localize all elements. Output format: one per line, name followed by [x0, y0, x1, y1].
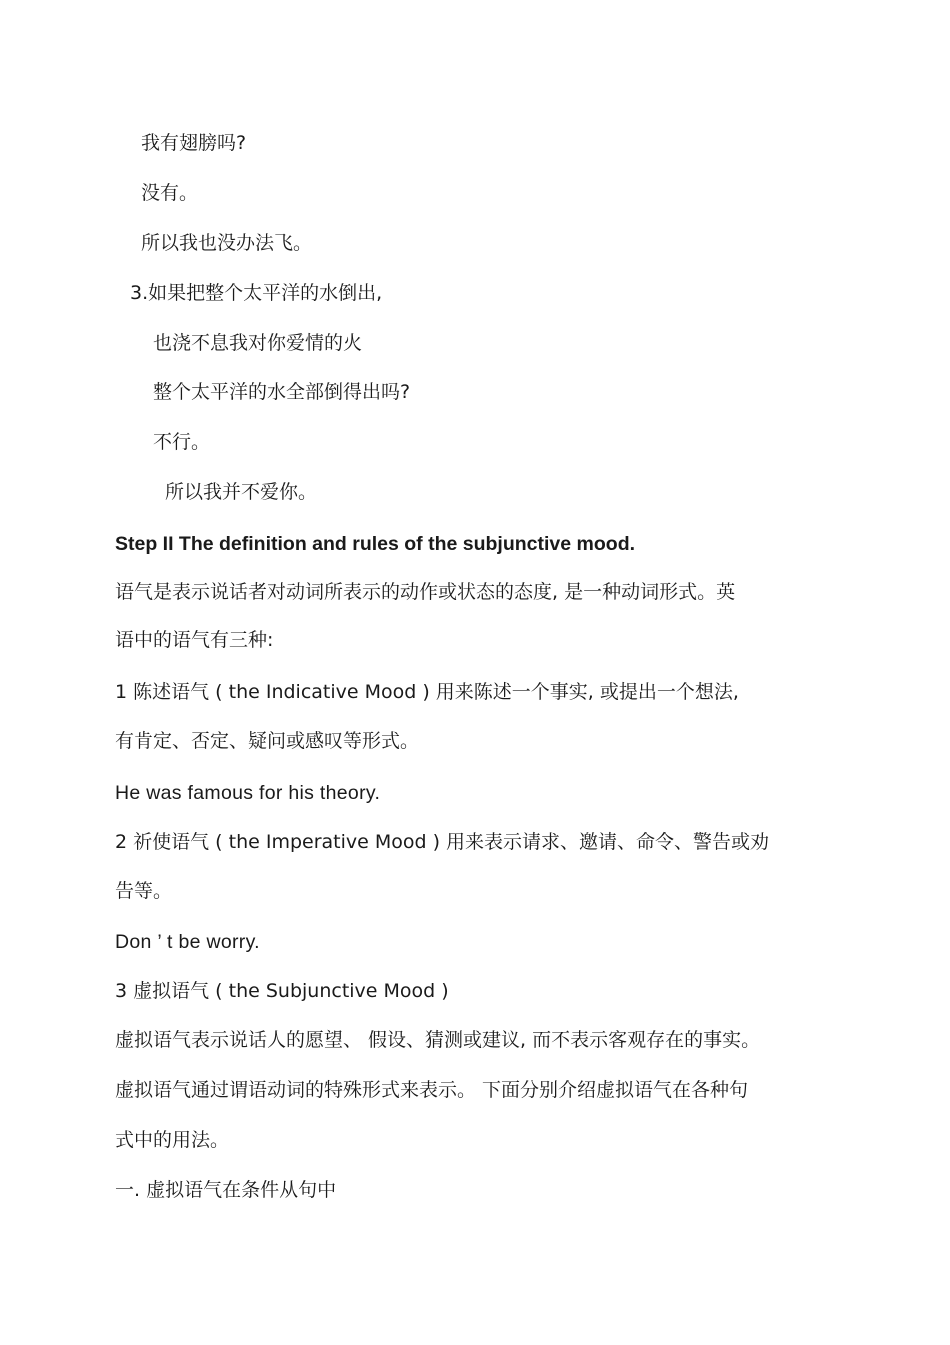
intro-line-1: 语气是表示说话者对动词所表示的动作或状态的态度, 是一种动词形式。英 [115, 581, 736, 603]
subjunctive-line-1: 虚拟语气表示说话人的愿望、 假设、猜测或建议, 而不表示客观存在的事实。 [115, 1029, 761, 1051]
intro-line-2: 语中的语气有三种: [115, 629, 274, 651]
subjunctive-line-2: 虚拟语气通过谓语动词的特殊形式来表示。 下面分别介绍虚拟语气在各种句 [115, 1079, 749, 1101]
poem-line-4: 3.如果把整个太平洋的水倒出, [130, 282, 383, 304]
imperative-line-1: 2 祈使语气 ( the Imperative Mood ) 用来表示请求、邀请、命令、警告或劝 [115, 831, 770, 853]
poem-line-2: 没有。 [141, 182, 199, 204]
poem-line-7: 不行。 [153, 431, 211, 453]
poem-line-1: 我有翅膀吗? [141, 132, 247, 154]
subjunctive-line-3: 式中的用法。 [115, 1129, 230, 1151]
poem-line-6: 整个太平洋的水全部倒得出吗? [153, 381, 411, 403]
indicative-example: He was famous for his theory. [115, 782, 381, 804]
indicative-line-2: 有肯定、否定、疑问或感叹等形式。 [115, 730, 420, 752]
indicative-line-1: 1 陈述语气 ( the Indicative Mood ) 用来陈述一个事实, 或提出一个想法, [115, 681, 739, 703]
subjunctive-title: 3 虚拟语气 ( the Subjunctive Mood ) [115, 980, 449, 1002]
poem-line-3: 所以我也没办法飞。 [141, 232, 313, 254]
imperative-line-2: 告等。 [115, 880, 173, 902]
poem-line-5: 也浇不息我对你爱情的火 [153, 332, 363, 354]
imperative-example: Don ’ t be worry. [115, 931, 260, 953]
section-one-heading: 一. 虚拟语气在条件从句中 [115, 1179, 337, 1201]
poem-line-8: 所以我并不爱你。 [165, 481, 318, 503]
section-heading: Step II The definition and rules of the subjunctive mood. [115, 533, 636, 555]
